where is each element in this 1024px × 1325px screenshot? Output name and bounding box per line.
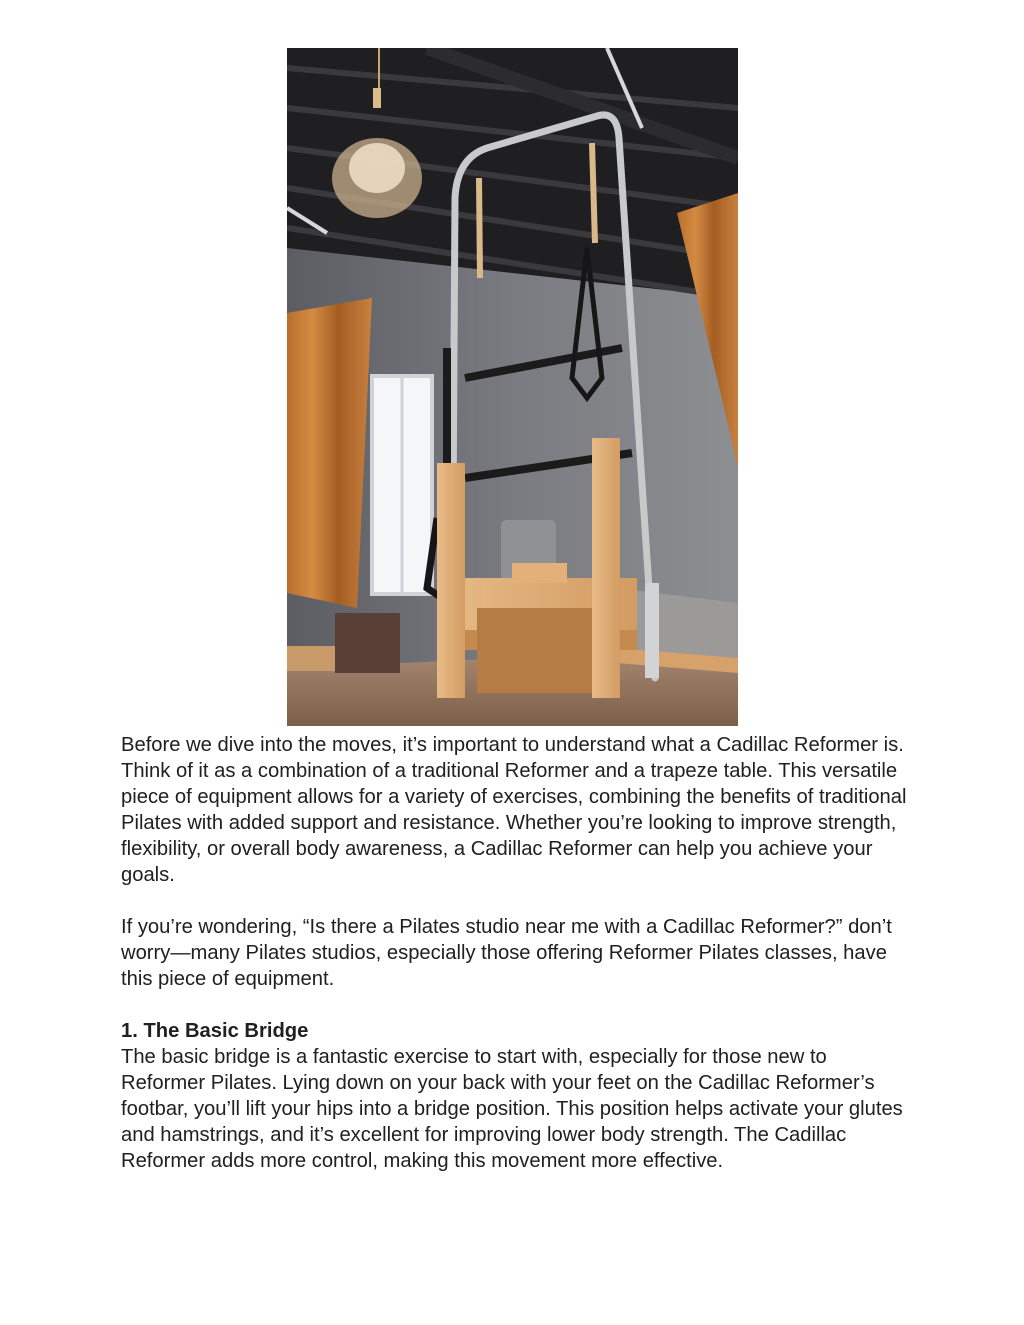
cadillac-reformer-photo [287,48,738,726]
intro-paragraph: Before we dive into the moves, it’s important to understand what a Cadillac Reformer is. Think of it as a combination of a traditional Reformer and a trapeze table. This versatile piece of equipment allows for a variety of exercises, combining the benefits of traditional Pilates with added support and resistance. Whether you’re looking to improve strength, flexibility, or overall body awareness, a Cadillac Reformer can help you achieve your goals. [121,734,907,886]
article-body [121,732,911,1200]
studio-paragraph: If you’re wondering, “Is there a Pilates studio near me with a Cadillac Reformer?” don’t worry—many Pilates studios, especially those offering Reformer Pilates classes, have this piece of equipment. [121,916,892,990]
section-heading-basic-bridge: 1. The Basic Bridge [121,1020,309,1042]
basic-bridge-paragraph: The basic bridge is a fantastic exercise to start with, especially for those new to Reformer Pilates. Lying down on your back with your feet on the Cadillac Reformer’s footbar, you’ll lift your hips into a bridge position. This position helps activate your glutes and hamstrings, and it’s excellent for improving lower body strength. The Cadillac Reformer adds more control, making this movement more effective. [121,1046,903,1172]
